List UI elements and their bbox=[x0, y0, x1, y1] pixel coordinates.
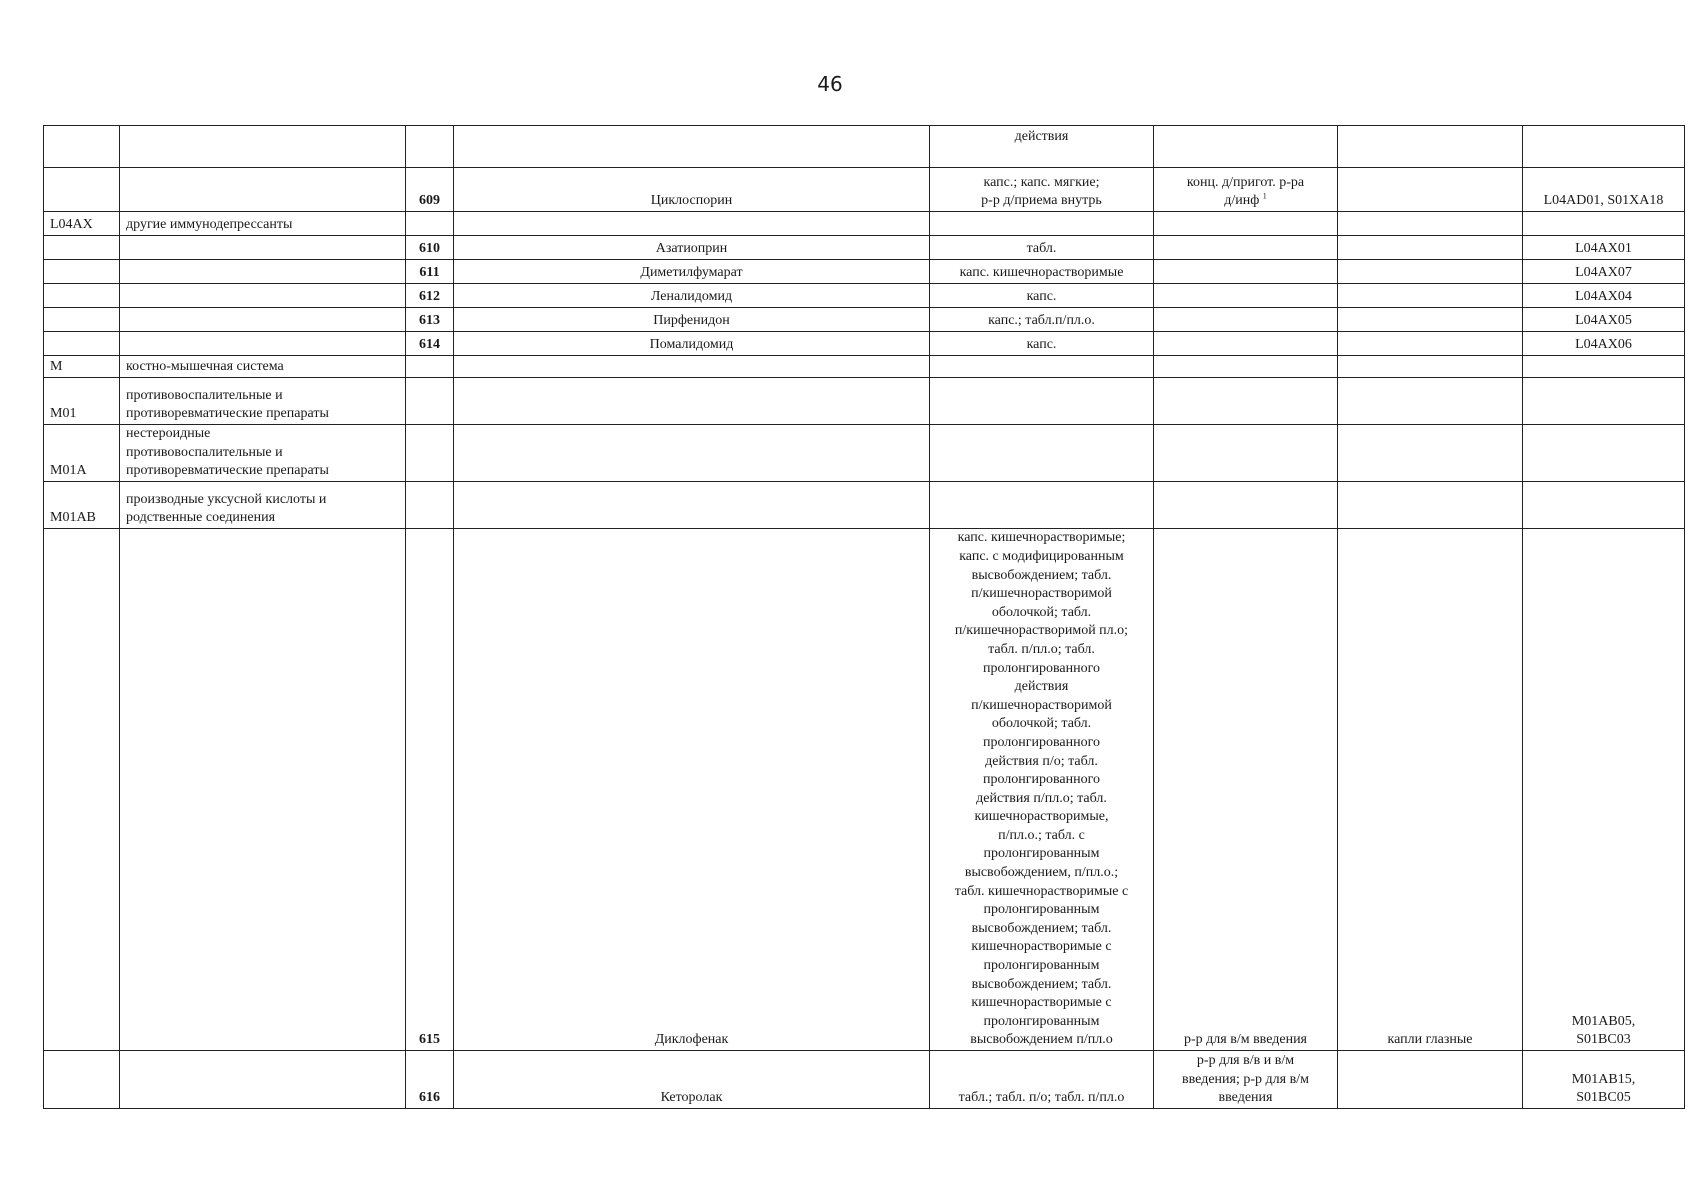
drug-number: 613 bbox=[419, 313, 440, 329]
atc-group-name: костно-мышечная система bbox=[126, 359, 284, 375]
atc-code: M01AB05, S01BC03 bbox=[1571, 1013, 1636, 1048]
atc-group-code-cell bbox=[44, 308, 120, 332]
drug-number-cell bbox=[406, 529, 454, 1051]
drug-number: 609 bbox=[419, 193, 440, 209]
atc-group-code-cell bbox=[44, 236, 120, 260]
atc-group-code-cell bbox=[44, 126, 120, 168]
drug-name: Леналидомид bbox=[650, 289, 733, 305]
atc-group-name: противовоспалительные и противоревматические препараты bbox=[126, 387, 329, 422]
drug-name: Помалидомид bbox=[649, 337, 734, 353]
drug-name-cell bbox=[454, 284, 930, 308]
table-row bbox=[44, 308, 1685, 332]
table-row bbox=[44, 126, 1685, 168]
dosage-form: капс. кишечнорастворимые; капс. с модифицированным высвобождением; табл. п/кишечнорастворимой оболочкой; табл. п/кишечнорастворимой пл.о; табл. п/пл.о; табл. пролонгированного действия п/кишечнорастворимой оболочкой; табл. пролонгированного действия п/о; табл. пролонгированного действия п/пл.о; табл. кишечнорастворимые, п/пл.о.; табл. с пролонгированным высвобождением, п/пл.о.; табл. кишечнорастворимые с пролонгированным высвобождением; табл. кишечнорастворимые с пролонгированным высвобождением; табл. кишечнорастворимые с пролонгированным высвобождением п/пл.о bbox=[954, 530, 1129, 1048]
dosage-form: табл. bbox=[1026, 241, 1057, 257]
injection-form-cell bbox=[1154, 212, 1338, 236]
drug-name-cell bbox=[454, 482, 930, 529]
drug-number-cell bbox=[406, 378, 454, 425]
atc-group-code: M01 bbox=[50, 406, 77, 422]
atc-group-name-cell bbox=[120, 356, 406, 378]
atc-group-name-cell bbox=[120, 529, 406, 1051]
drug-number: 616 bbox=[419, 1090, 440, 1106]
atc-group-name-cell bbox=[120, 308, 406, 332]
atc-code: M01AB15, S01BC05 bbox=[1571, 1071, 1636, 1106]
drug-name-cell bbox=[454, 168, 930, 212]
atc-group-code-cell bbox=[44, 1051, 120, 1109]
atc-code-cell bbox=[1523, 308, 1685, 332]
injection-form-cell bbox=[1154, 332, 1338, 356]
drug-name-cell bbox=[454, 260, 930, 284]
drug-name: Диклофенак bbox=[654, 1032, 729, 1048]
other-form-cell bbox=[1338, 378, 1523, 425]
atc-group-code: L04AX bbox=[50, 217, 93, 233]
table-row bbox=[44, 1051, 1685, 1109]
drug-number-cell bbox=[406, 212, 454, 236]
drug-name-cell bbox=[454, 1051, 930, 1109]
drug-number-cell bbox=[406, 308, 454, 332]
injection-form-cell bbox=[1154, 284, 1338, 308]
atc-group-code-cell bbox=[44, 378, 120, 425]
drug-name-cell bbox=[454, 308, 930, 332]
other-form-cell bbox=[1338, 126, 1523, 168]
atc-group-name-cell bbox=[120, 284, 406, 308]
drug-number-cell bbox=[406, 356, 454, 378]
dosage-form: табл.; табл. п/о; табл. п/пл.о bbox=[958, 1090, 1125, 1106]
table-row bbox=[44, 356, 1685, 378]
drug-name-cell bbox=[454, 425, 930, 482]
drug-number-cell bbox=[406, 1051, 454, 1109]
drug-name-cell bbox=[454, 529, 930, 1051]
atc-code-cell bbox=[1523, 260, 1685, 284]
atc-code: L04AX07 bbox=[1575, 265, 1632, 281]
injection-form: конц. д/пригот. р-ра д/инф $^1$ bbox=[1186, 174, 1305, 209]
atc-code-cell bbox=[1523, 1051, 1685, 1109]
injection-form: р-р для в/в и в/м введения; р-р для в/м введения bbox=[1182, 1053, 1309, 1106]
table-body bbox=[44, 126, 1685, 1109]
footnote-marker: 1 bbox=[1262, 191, 1267, 201]
drug-list-table bbox=[43, 125, 1685, 1109]
atc-code: L04AX05 bbox=[1575, 313, 1632, 329]
drug-number-cell bbox=[406, 482, 454, 529]
atc-group-code-cell bbox=[44, 332, 120, 356]
atc-group-name-cell bbox=[120, 236, 406, 260]
atc-group-name: другие иммунодепрессанты bbox=[126, 217, 293, 233]
dosage-form-cell bbox=[930, 308, 1154, 332]
atc-group-code-cell bbox=[44, 356, 120, 378]
drug-name: Циклоспорин bbox=[650, 193, 733, 209]
drug-name: Диметилфумарат bbox=[640, 265, 743, 281]
dosage-form-cell bbox=[930, 260, 1154, 284]
injection-form: р-р для в/м введения bbox=[1184, 1032, 1307, 1048]
dosage-form-cell bbox=[930, 378, 1154, 425]
injection-form-cell bbox=[1154, 425, 1338, 482]
atc-group-name-cell bbox=[120, 126, 406, 168]
drug-number: 610 bbox=[419, 241, 440, 257]
dosage-form-cell bbox=[930, 1051, 1154, 1109]
drug-name: Азатиоприн bbox=[655, 241, 728, 257]
atc-group-code: M bbox=[50, 359, 63, 375]
dosage-form-cell bbox=[930, 356, 1154, 378]
drug-name-cell bbox=[454, 332, 930, 356]
atc-group-code-cell bbox=[44, 529, 120, 1051]
injection-form-cell bbox=[1154, 529, 1338, 1051]
injection-form-cell bbox=[1154, 126, 1338, 168]
drug-name-cell bbox=[454, 378, 930, 425]
atc-group-code-cell bbox=[44, 260, 120, 284]
drug-number-cell bbox=[406, 425, 454, 482]
atc-group-name-cell bbox=[120, 260, 406, 284]
dosage-form-cell bbox=[930, 529, 1154, 1051]
dosage-form: капс. кишечнорастворимые bbox=[959, 265, 1124, 281]
drug-number-cell bbox=[406, 284, 454, 308]
dosage-form: капс. bbox=[1026, 289, 1057, 305]
atc-group-code-cell bbox=[44, 212, 120, 236]
drug-name-cell bbox=[454, 236, 930, 260]
table-row bbox=[44, 284, 1685, 308]
atc-code-cell bbox=[1523, 126, 1685, 168]
drug-number-cell bbox=[406, 332, 454, 356]
drug-number: 615 bbox=[419, 1032, 440, 1048]
other-form-cell bbox=[1338, 212, 1523, 236]
dosage-form-cell bbox=[930, 425, 1154, 482]
injection-form-cell bbox=[1154, 168, 1338, 212]
atc-group-code-cell bbox=[44, 168, 120, 212]
dosage-form: капс. bbox=[1026, 337, 1057, 353]
atc-code: L04AD01, S01XA18 bbox=[1543, 193, 1664, 209]
other-form: капли глазные bbox=[1387, 1032, 1473, 1048]
table-row bbox=[44, 168, 1685, 212]
drug-number: 612 bbox=[419, 289, 440, 305]
atc-code-cell bbox=[1523, 168, 1685, 212]
atc-code-cell bbox=[1523, 482, 1685, 529]
injection-form-cell bbox=[1154, 378, 1338, 425]
atc-group-name: производные уксусной кислоты и родственные соединения bbox=[126, 491, 327, 526]
drug-name-cell bbox=[454, 212, 930, 236]
drug-number-cell bbox=[406, 168, 454, 212]
atc-code: L04AX01 bbox=[1575, 241, 1632, 257]
atc-group-code: M01A bbox=[50, 463, 87, 479]
drug-number-cell bbox=[406, 236, 454, 260]
other-form-cell bbox=[1338, 308, 1523, 332]
dosage-form-cell bbox=[930, 212, 1154, 236]
injection-form-cell bbox=[1154, 260, 1338, 284]
dosage-form: действия bbox=[1014, 129, 1069, 144]
atc-code-cell bbox=[1523, 236, 1685, 260]
atc-code: L04AX06 bbox=[1575, 337, 1632, 353]
table-row bbox=[44, 378, 1685, 425]
dosage-form-cell bbox=[930, 284, 1154, 308]
atc-group-code: M01AB bbox=[50, 510, 96, 526]
drug-name-cell bbox=[454, 356, 930, 378]
dosage-form: капс.; капс. мягкие; р-р д/приема внутрь bbox=[981, 174, 1102, 209]
atc-group-name-cell bbox=[120, 482, 406, 529]
atc-code-cell bbox=[1523, 378, 1685, 425]
other-form-cell bbox=[1338, 529, 1523, 1051]
atc-group-name-cell bbox=[120, 168, 406, 212]
atc-group-code-cell bbox=[44, 425, 120, 482]
drug-name-cell bbox=[454, 126, 930, 168]
dosage-form-cell bbox=[930, 168, 1154, 212]
table-row bbox=[44, 236, 1685, 260]
table-row bbox=[44, 212, 1685, 236]
atc-group-name-cell bbox=[120, 425, 406, 482]
atc-code-cell bbox=[1523, 356, 1685, 378]
table-row bbox=[44, 529, 1685, 1051]
dosage-form-cell bbox=[930, 482, 1154, 529]
drug-name: Пирфенидон bbox=[653, 313, 730, 329]
injection-form-cell bbox=[1154, 1051, 1338, 1109]
table-row bbox=[44, 332, 1685, 356]
drug-name: Кеторолак bbox=[660, 1090, 723, 1106]
page-number: 46 bbox=[817, 72, 843, 96]
atc-code: L04AX04 bbox=[1575, 289, 1632, 305]
drug-number-cell bbox=[406, 260, 454, 284]
other-form-cell bbox=[1338, 260, 1523, 284]
atc-code-cell bbox=[1523, 425, 1685, 482]
atc-group-code-cell bbox=[44, 284, 120, 308]
atc-code-cell bbox=[1523, 212, 1685, 236]
other-form-cell bbox=[1338, 168, 1523, 212]
table-row bbox=[44, 425, 1685, 482]
table-row bbox=[44, 260, 1685, 284]
drug-number: 614 bbox=[419, 337, 440, 353]
dosage-form: капс.; табл.п/пл.о. bbox=[988, 313, 1095, 329]
other-form-cell bbox=[1338, 236, 1523, 260]
atc-group-code-cell bbox=[44, 482, 120, 529]
atc-group-name: нестероидные противовоспалительные и противоревматические препараты bbox=[126, 426, 329, 479]
injection-form-cell bbox=[1154, 482, 1338, 529]
drug-number-cell bbox=[406, 126, 454, 168]
other-form-cell bbox=[1338, 332, 1523, 356]
atc-group-name-cell bbox=[120, 332, 406, 356]
atc-group-name-cell bbox=[120, 378, 406, 425]
drug-number: 611 bbox=[419, 265, 440, 281]
other-form-cell bbox=[1338, 356, 1523, 378]
injection-form-cell bbox=[1154, 356, 1338, 378]
other-form-cell bbox=[1338, 482, 1523, 529]
atc-group-name-cell bbox=[120, 212, 406, 236]
dosage-form-cell bbox=[930, 126, 1154, 168]
atc-code-cell bbox=[1523, 332, 1685, 356]
other-form-cell bbox=[1338, 425, 1523, 482]
injection-form-cell bbox=[1154, 236, 1338, 260]
atc-code-cell bbox=[1523, 529, 1685, 1051]
atc-code-cell bbox=[1523, 284, 1685, 308]
dosage-form-cell bbox=[930, 332, 1154, 356]
other-form-cell bbox=[1338, 1051, 1523, 1109]
atc-group-name-cell bbox=[120, 1051, 406, 1109]
other-form-cell bbox=[1338, 284, 1523, 308]
table-row bbox=[44, 482, 1685, 529]
injection-form-cell bbox=[1154, 308, 1338, 332]
dosage-form-cell bbox=[930, 236, 1154, 260]
